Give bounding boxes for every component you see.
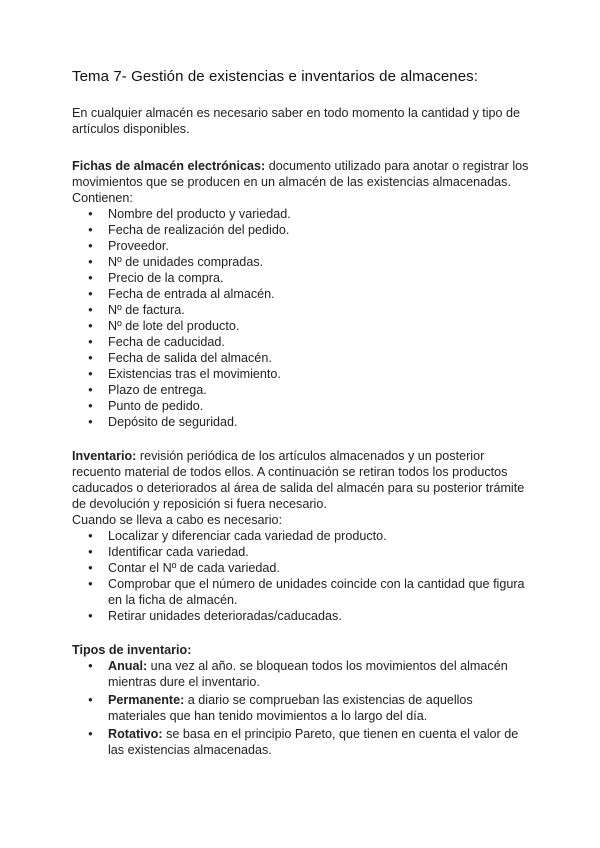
fichas-section	[72, 158, 530, 430]
list-item: ● Localizar y diferenciar cada variedad de producto.	[72, 528, 530, 544]
list-item: ● Nº de unidades compradas.	[72, 254, 530, 270]
list-item: ● Fecha de salida del almacén.	[72, 350, 530, 366]
inventario-definition	[72, 448, 530, 512]
fichas-term: Fichas de almacén electrónicas:	[72, 159, 266, 173]
fichas-definition	[72, 158, 530, 190]
list-item: ● Nº de factura.	[72, 302, 530, 318]
list-item	[72, 658, 530, 690]
tipos-heading	[72, 642, 530, 658]
tipos-section	[72, 642, 530, 758]
tipo-text: a diario se comprueban las existencias de aquellos materiales que han tenido movimientos a lo largo del día.	[108, 693, 473, 723]
list-item: ● Comprobar que el número de unidades coincide con la cantidad que figura en la ficha de almacén.	[72, 576, 530, 608]
tipo-term: Permanente:	[108, 693, 185, 707]
intro-paragraph: En cualquier almacén es necesario saber en todo momento la cantidad y tipo de artículos disponibles.	[72, 106, 521, 136]
tipo-text: una vez al año. se bloquean todos los movimientos del almacén mientras dure el inventario.	[108, 659, 508, 689]
list-item: ● Fecha de entrada al almacén.	[72, 286, 530, 302]
list-item: ● Identificar cada variedad.	[72, 544, 530, 560]
fichas-list	[72, 206, 530, 430]
inventario-list	[72, 528, 530, 624]
list-item: ● Proveedor.	[72, 238, 530, 254]
list-item: ● Nombre del producto y variedad.	[72, 206, 530, 222]
list-item: ● Retirar unidades deterioradas/caducadas.	[72, 608, 530, 624]
list-item: ● Depósito de seguridad.	[72, 414, 530, 430]
tipo-text: se basa en el principio Pareto, que tienen en cuenta el valor de las existencias almacenadas.	[108, 727, 519, 757]
tipo-term: Rotativo:	[108, 727, 163, 741]
list-item: ● Precio de la compra.	[72, 270, 530, 286]
list-item: ● Contar el Nº de cada variedad.	[72, 560, 530, 576]
tipos-list	[72, 658, 530, 758]
inventario-section	[72, 448, 530, 624]
list-item	[72, 692, 530, 724]
list-item: ● Fecha de caducidad.	[72, 334, 530, 350]
inventario-term: Inventario:	[72, 449, 137, 463]
inventario-lead: Cuando se lleva a cabo es necesario:	[72, 513, 283, 527]
fichas-lead: Contienen:	[72, 191, 133, 205]
list-item: ● Punto de pedido.	[72, 398, 530, 414]
tipos-heading-text: Tipos de inventario:	[72, 643, 192, 657]
list-item: ● Plazo de entrega.	[72, 382, 530, 398]
list-item: ● Nº de lote del producto.	[72, 318, 530, 334]
inventario-definition-text: revisión periódica de los artículos almacenados y un posterior recuento material de todos ellos. A continuación se retiran todos los productos caducados o deteriorados al área de salida del almacén para su posterior trámite de devolución y reposición si fuera necesario.	[72, 449, 525, 511]
fichas-definition-text: documento utilizado para anotar o registrar los movimientos que se producen en un almacén de las existencias almacenadas.	[72, 159, 529, 189]
list-item: ● Fecha de realización del pedido.	[72, 222, 530, 238]
list-item	[72, 726, 530, 758]
document-title: Tema 7- Gestión de existencias e inventarios de almacenes:	[72, 68, 479, 85]
list-item: ● Existencias tras el movimiento.	[72, 366, 530, 382]
tipo-term: Anual:	[108, 659, 148, 673]
